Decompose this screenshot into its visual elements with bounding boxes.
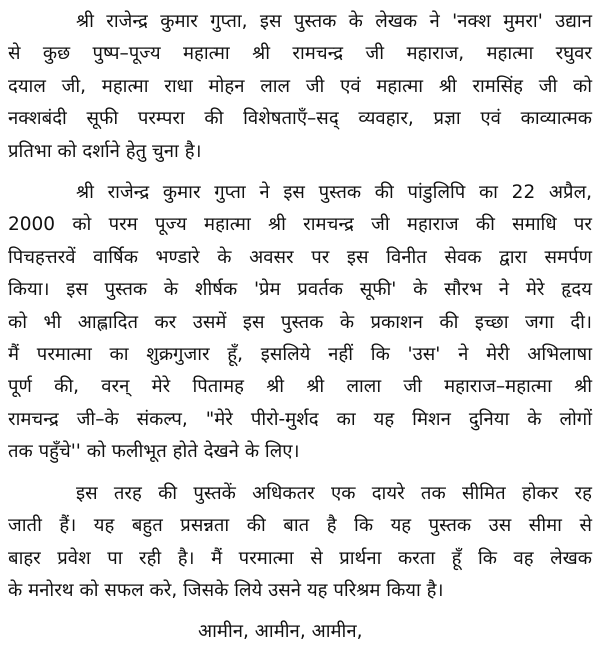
text-line: पूर्ण की, वरन् मेरे पितामह श्री श्री लाला जी महाराज–महात्मा श्री <box>8 376 592 398</box>
text-line: से कुछ पुष्प–पूज्य महात्मा श्री रामचन्द्र जी महाराज, महात्मा रघुवर <box>8 43 592 65</box>
paragraph-3 <box>8 478 592 608</box>
text-line: प्रतिभा को दर्शाने हेतु चुना है। <box>8 140 202 162</box>
paragraph-2 <box>8 177 592 469</box>
text-line: दयाल जी, महात्मा राधा मोहन लाल जी एवं महात्मा श्री रामसिंह जी को <box>8 75 592 97</box>
text-line: के मनोरथ को सफल करे, जिसके लिये उसने यह परिश्रम किया है। <box>8 579 444 601</box>
text-line: को भी आह्लादित कर उसमें इस पुस्तक के प्रकाशन की इच्छा जगा दी। <box>8 311 592 333</box>
text-line: श्री राजेन्द्र कुमार गुप्ता ने इस पुस्तक की पांडुलिपि का 22 अप्रैल, <box>76 182 592 204</box>
text-line: बाहर प्रवेश पा रही है। मैं परमात्मा से प्रार्थना करता हूँ कि वह लेखक <box>8 547 592 569</box>
text-line: तक पहुँचे'' को फलीभूत होते देखने के लिए। <box>8 441 300 463</box>
text-line: नक्शबंदी सूफी परम्परा की विशेषताएँ–सद् व्यवहार, प्रज्ञा एवं काव्यात्मक <box>8 108 592 130</box>
text-line: किया। इस पुस्तक के शीर्षक 'प्रेम प्रवर्तक सूफी' के सौरभ ने मेरे हृदय <box>8 279 592 301</box>
text-line: जाती हैं। यह बहुत प्रसन्नता की बात है कि यह पुस्तक उस सीमा से <box>8 515 592 537</box>
text-line: रामचन्द्र जी–के संकल्प, "मेरे पीरो-मुर्शद का यह मिशन दुनिया के लोगों <box>8 408 592 430</box>
text-line: श्री राजेन्द्र कुमार गुप्ता, इस पुस्तक के लेखक ने 'नक्श मुमरा' उद्यान <box>76 11 592 32</box>
text-line: मैं परमात्मा का शुक्रगुजार हूँ, इसलिये नहीं कि 'उस' ने मेरी अभिलाषा <box>8 344 592 366</box>
text-line: इस तरह की पुस्तकें अधिकतर एक दायरे तक सीमित होकर रह <box>76 482 592 504</box>
text-line: पिचहत्तरवें वार्षिक भण्डारे के अवसर पर इस विनीत सेवक द्वारा समर्पण <box>8 246 592 268</box>
paragraph-1 <box>8 6 592 168</box>
text-line: 2000 को परम पूज्य महात्मा श्री रामचन्द्र जी महाराज की समाधि पर <box>8 214 592 236</box>
closing-line: आमीन, आमीन, आमीन, <box>198 621 363 643</box>
